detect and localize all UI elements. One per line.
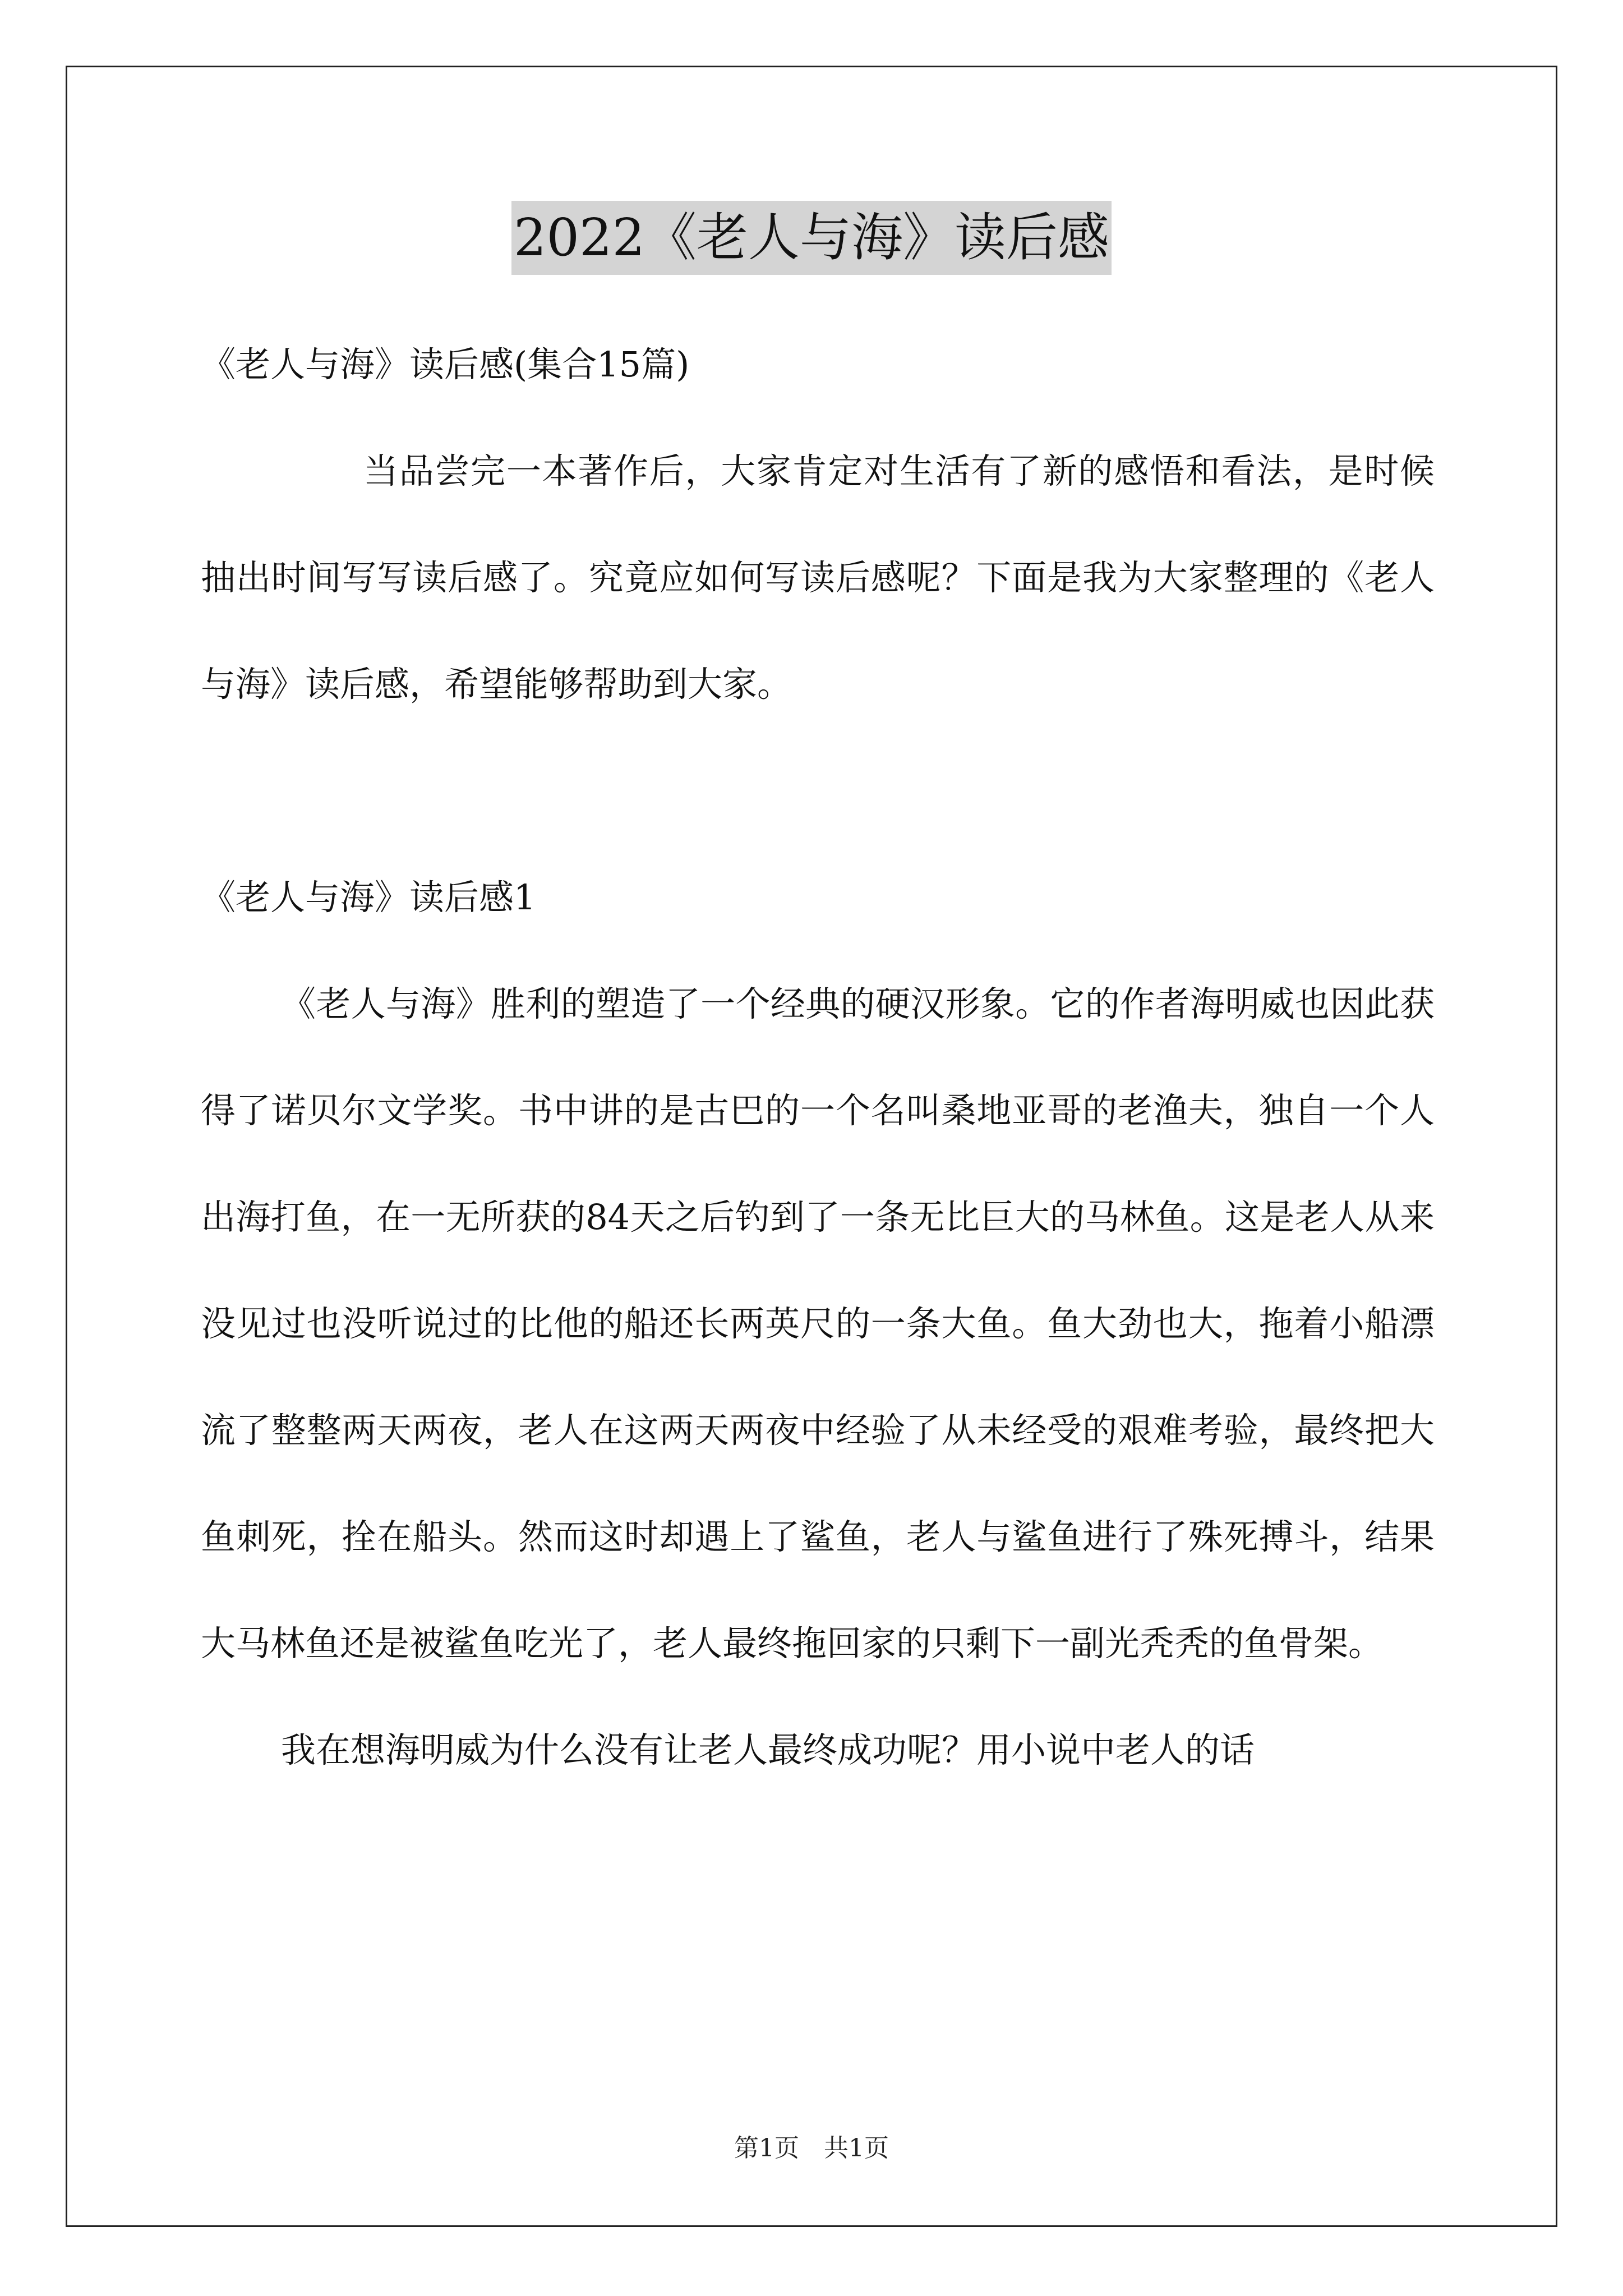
section-heading: 《老人与海》读后感1: [201, 877, 536, 918]
paragraph-gap: [201, 738, 1435, 844]
document-body: [201, 311, 1435, 1803]
intro-paragraph: 当品尝完一本著作后，大家肯定对生活有了新的感悟和看法，是时候抽出时间写写读后感了。究竟应如何写读后感呢？下面是我为大家整理的《老人与海》读后感，希望能够帮助到大家。: [201, 450, 1435, 705]
document-subtitle: 《老人与海》读后感(集合15篇): [201, 344, 690, 385]
body-paragraph-1: 《老人与海》胜利的塑造了一个经典的硬汉形象。它的作者海明威也因此获得了诺贝尔文学奖。书中讲的是古巴的一个名叫桑地亚哥的老渔夫，独自一个人出海打鱼，在一无所获的84天之后钓到了一条无比巨大的马林鱼。这是老人从来没见过也没听说过的比他的船还长两英尺的一条大鱼。鱼大劲也大，拖着小船漂流了整整两天两夜，老人在这两天两夜中经验了从未经受的艰难考验，最终把大鱼刺死，拴在船头。然而这时却遇上了鲨鱼，老人与鲨鱼进行了殊死搏斗，结果大马林鱼还是被鲨鱼吃光了，老人最终拖回家的只剩下一副光秃秃的鱼骨架。: [201, 983, 1435, 1664]
body-paragraph-2: 我在想海明威为什么没有让老人最终成功呢？用小说中老人的话: [281, 1729, 1255, 1770]
title-container: [0, 201, 1623, 275]
page-footer: 第1页 共1页: [734, 2134, 889, 2162]
document-title: 2022《老人与海》读后感: [511, 201, 1112, 275]
